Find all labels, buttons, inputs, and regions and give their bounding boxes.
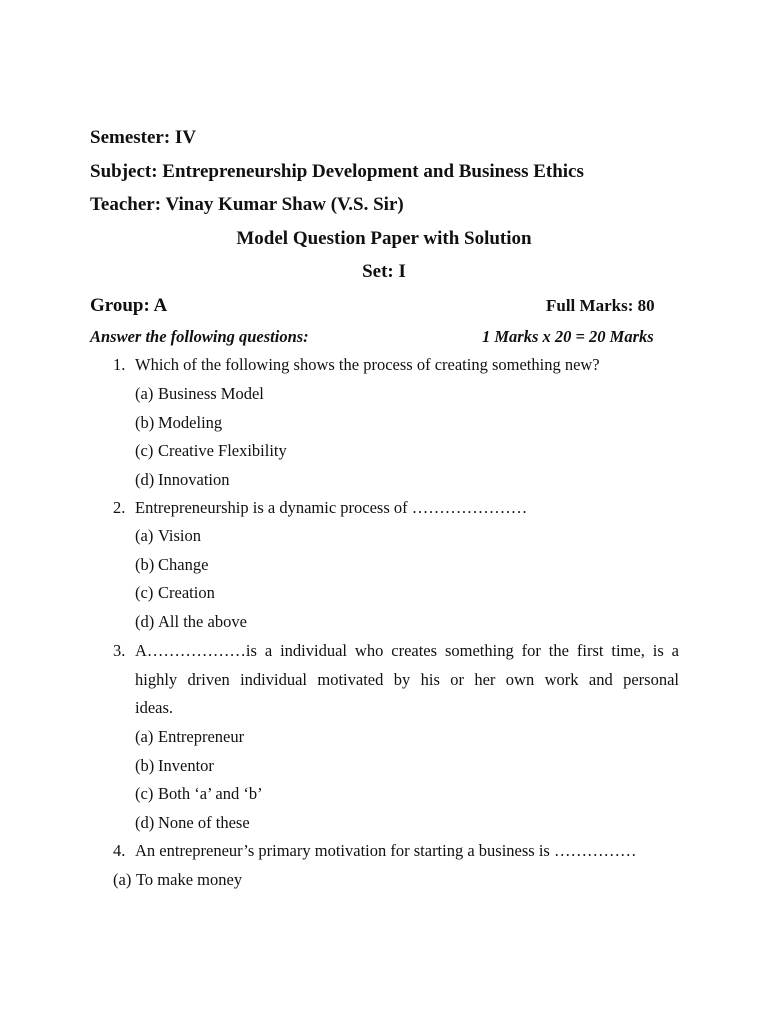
question-1-options: [135, 380, 287, 494]
subject-heading: Subject: Entrepreneurship Development and Business Ethics: [90, 161, 584, 182]
question-text-line: A………………is a individual who creates something for the first time, is a: [135, 641, 679, 660]
option-text: Modeling: [158, 412, 223, 432]
group-label: Group: A: [90, 295, 168, 316]
option-label: (d): [135, 812, 155, 832]
question-text: An entrepreneur’s primary motivation for starting a business is ……………: [135, 841, 637, 860]
option-text: None of these: [158, 812, 250, 832]
instruction-text: Answer the following questions:: [90, 327, 309, 346]
question-number: 3.: [113, 641, 126, 660]
option-text: Vision: [158, 526, 202, 545]
semester-heading: Semester: IV: [90, 127, 197, 148]
option-label: (c): [135, 583, 154, 603]
option-label: (a): [135, 727, 154, 746]
question-number: 1.: [113, 355, 126, 374]
option-item: [135, 752, 263, 781]
option-text: Innovation: [158, 469, 230, 489]
option-label: (d): [135, 611, 155, 631]
option-item: [135, 466, 287, 495]
option-item: [135, 809, 263, 838]
question-4: [113, 837, 679, 866]
option-item: [135, 409, 287, 438]
paper-title: Model Question Paper with Solution: [236, 228, 532, 249]
question-text-line: ideas.: [135, 698, 174, 718]
option-text: Change: [158, 554, 209, 574]
option-label: (c): [135, 441, 154, 461]
option-text: Business Model: [158, 384, 264, 403]
question-3-options: [135, 723, 263, 837]
option-item: [135, 608, 247, 637]
option-text: Inventor: [158, 755, 214, 775]
option-text: All the above: [158, 611, 247, 631]
set-label: Set: I: [362, 261, 406, 282]
option-text: Creation: [158, 583, 215, 603]
question-text-line: highly driven individual motivated by his or her own work and personal: [135, 669, 679, 689]
question-2-options: [135, 522, 247, 636]
option-text: To make money: [136, 870, 243, 889]
option-item: [135, 380, 287, 409]
option-label: (c): [135, 784, 154, 804]
question-text: [135, 637, 679, 723]
marks-scheme-text: 1 Marks x 20 = 20 Marks: [482, 327, 654, 346]
option-label: (a): [135, 526, 154, 545]
question-text: Entrepreneurship is a dynamic process of …………………: [135, 498, 528, 517]
question-4-options: [113, 866, 242, 895]
option-label: (b): [135, 412, 155, 432]
question-3: [113, 637, 679, 723]
option-label: (a): [135, 384, 154, 403]
question-2: [113, 494, 679, 523]
option-text: Both ‘a’ and ‘b’: [158, 784, 263, 804]
option-item: [135, 437, 287, 466]
question-text: Which of the following shows the process of creating something new?: [135, 355, 600, 374]
option-label: (d): [135, 469, 155, 489]
question-number: 2.: [113, 498, 126, 517]
question-1: [113, 351, 679, 380]
option-item: [135, 551, 247, 580]
option-item: [135, 780, 263, 809]
option-text: Creative Flexibility: [158, 441, 287, 461]
option-text: Entrepreneur: [158, 727, 245, 746]
teacher-heading: Teacher: Vinay Kumar Shaw (V.S. Sir): [90, 194, 404, 215]
option-item: [113, 866, 242, 895]
option-label: (b): [135, 554, 155, 574]
option-item: [135, 723, 263, 752]
option-label: (b): [135, 755, 155, 775]
question-number: 4.: [113, 841, 126, 860]
option-item: [135, 522, 247, 551]
option-item: [135, 579, 247, 608]
option-label: (a): [113, 870, 132, 889]
full-marks-label: Full Marks: 80: [546, 296, 655, 315]
